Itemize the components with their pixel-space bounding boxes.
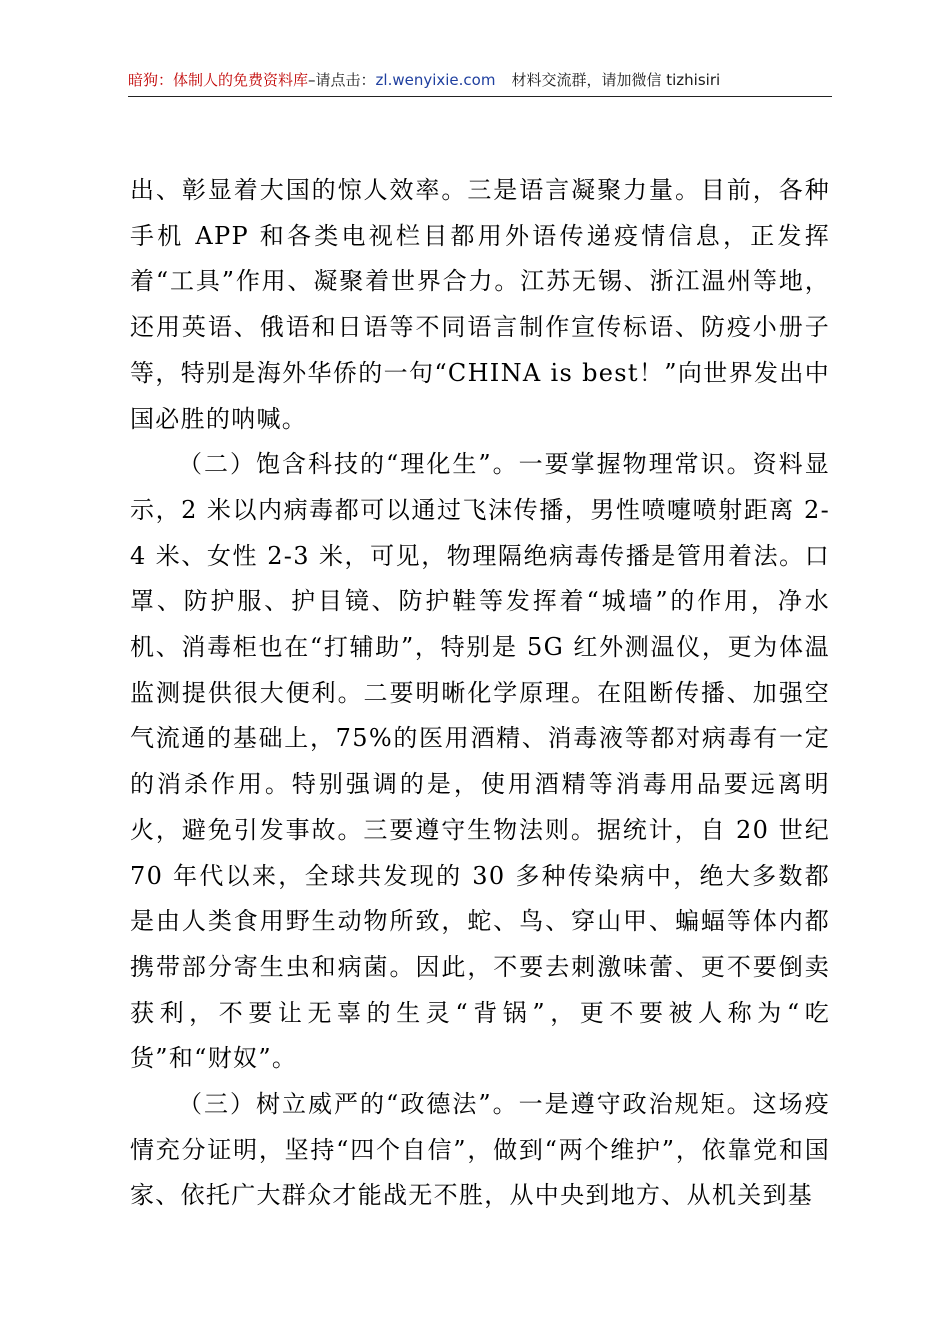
paragraph-continuation: 出、彰显着大国的惊人效率。三是语言凝聚力量。目前，各种手机 APP 和各类电视栏目都用外语传递疫情信息，正发挥着“工具”作用、凝聚着世界合力。江苏无锡、浙江温州等地，还用英语、俄语和日语等不同语言制作宣传标语、防疫小册子等，特别是海外华侨的一句“CHINA is best！”向世界发出中国必胜的呐喊。 <box>130 176 830 433</box>
paragraph-section-two: （二）饱含科技的“理化生”。一要掌握物理常识。资料显示，2 米以内病毒都可以通过飞沫传播，男性喷嚏喷射距离 2-4 米、女性 2-3 米，可见，物理隔绝病毒传播是管用着法。口罩、防护服、护目镜、防护鞋等发挥着“城墙”的作用，净水机、消毒柜也在“打辅助”，特别是 5G 红外测温仪，更为体温监测提供很大便利。二要明晰化学原理。在阻断传播、加强空气流通的基础上，75%的医用酒精、消毒液等都对病毒有一定的消杀作用。特别强调的是，使用酒精等消毒用品要远离明火，避免引发事故。三要遵守生物法则。据统计，自 20 世纪 70 年代以来，全球共发现的 30 多种传染病中，绝大多数都是由人类食用野生动物所致，蛇、鸟、穿山甲、蝙蝠等体内都携带部分寄生虫和病菌。因此，不要去刺激味蕾、更不要倒卖获利，不要让无辜的生灵“背锅”，更不要被人称为“吃货”和“财奴”。 <box>130 450 830 1073</box>
header-wechat-note: 材料交流群，请加微信 tizhisiri <box>511 71 721 89</box>
document-body <box>130 168 830 1219</box>
header-url-link[interactable]: zl.wenyixie.com <box>375 71 496 89</box>
paragraph-section-three: （三）树立威严的“政德法”。一是遵守政治规矩。这场疫情充分证明，坚持“四个自信”，做到“两个维护”，依靠党和国家、依托广大群众才能战无不胜，从中央到地方、从机关到基 <box>130 1090 830 1210</box>
header-site-name: 暗狗：体制人的免费资料库 <box>128 71 309 89</box>
header-click-prompt: –请点击： <box>308 71 376 89</box>
header-divider <box>128 96 832 97</box>
page-header <box>128 66 822 94</box>
